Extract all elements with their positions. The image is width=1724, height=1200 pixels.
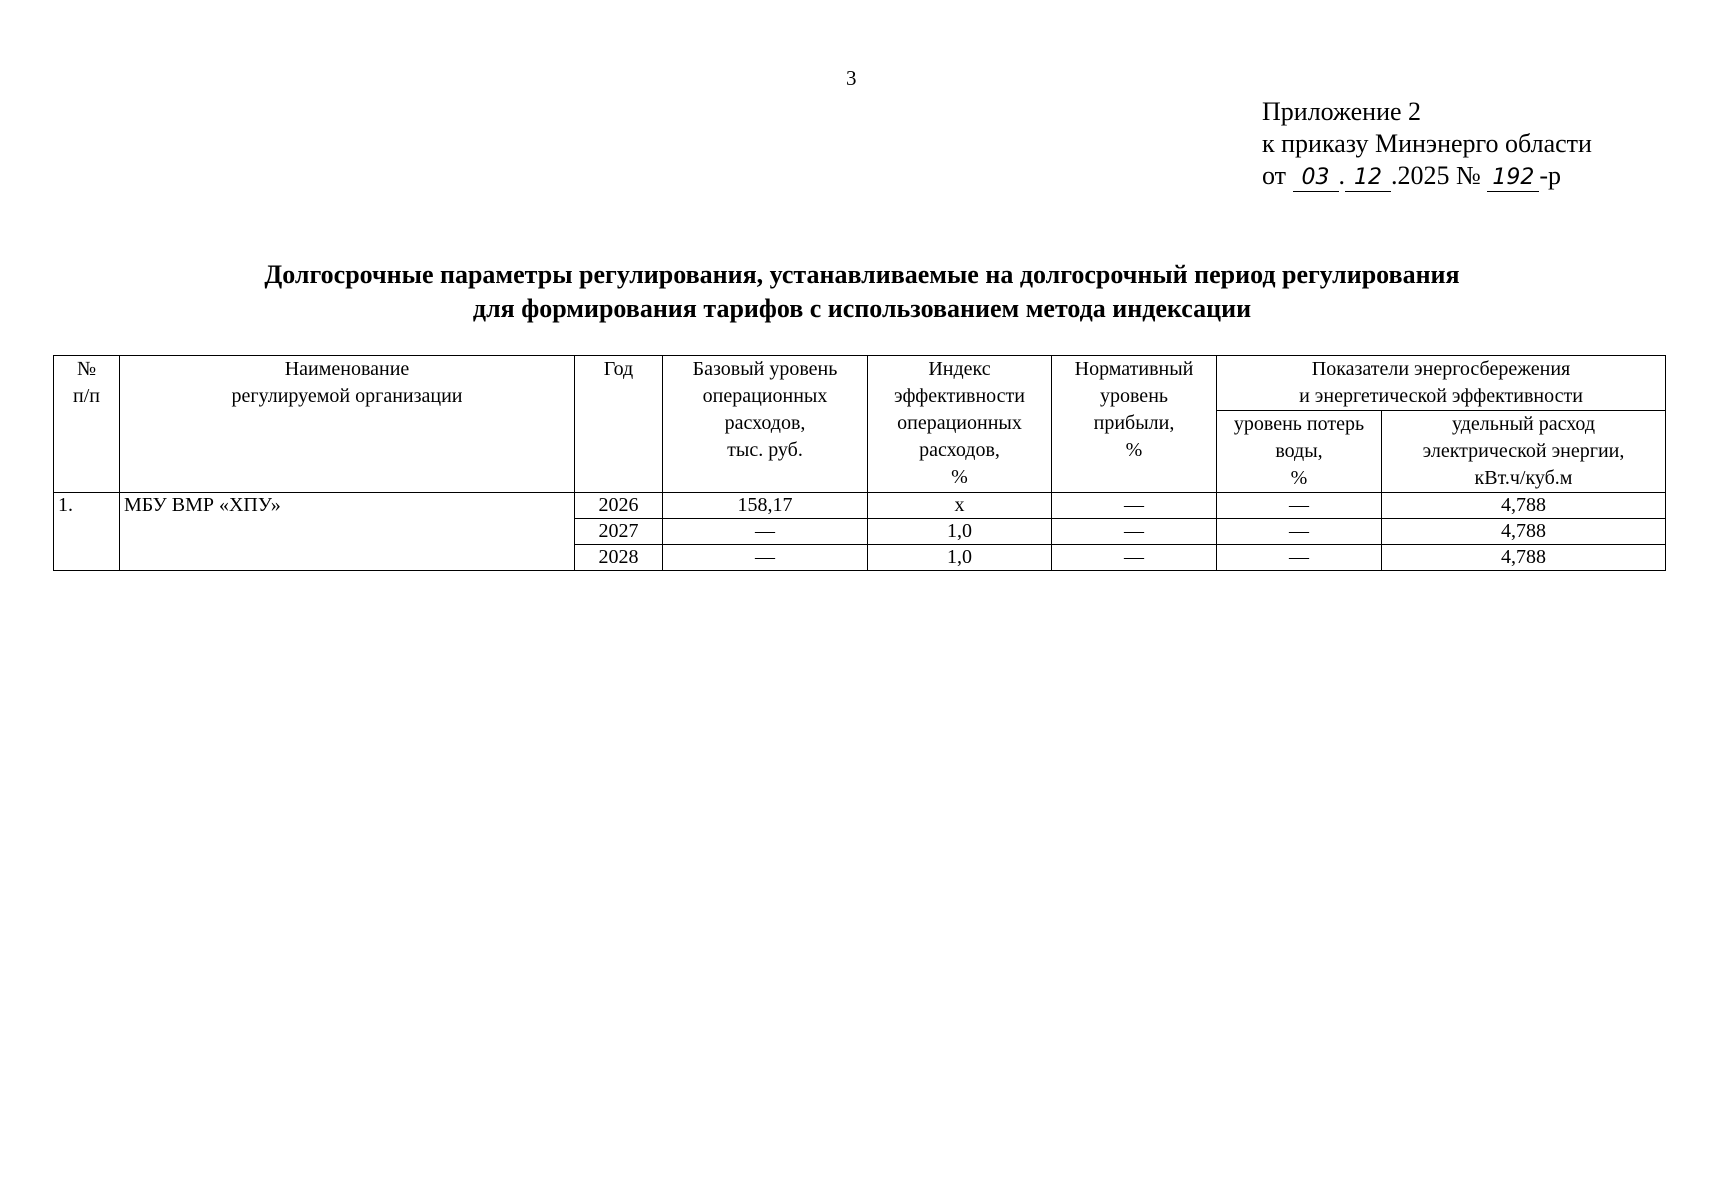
cell-water-loss: — (1217, 545, 1382, 571)
appendix-block (1262, 96, 1592, 192)
cell-electricity: 4,788 (1382, 545, 1666, 571)
header-energy-group: Показатели энергосбережения и энергетической эффективности (1217, 356, 1666, 411)
cell-base: — (663, 519, 868, 545)
header-efficiency-index: Индекс эффективности операционных расходов, % (868, 356, 1052, 493)
table-row (54, 493, 1666, 519)
cell-electricity: 4,788 (1382, 519, 1666, 545)
document-title (0, 258, 1724, 326)
header-org: Наименование регулируемой организации (120, 356, 575, 493)
appendix-prefix: от (1262, 161, 1287, 190)
header-year: Год (575, 356, 663, 493)
handwritten-month: 12 (1345, 165, 1391, 192)
cell-year: 2026 (575, 493, 663, 519)
cell-index: 1,0 (868, 519, 1052, 545)
title-line1: Долгосрочные параметры регулирования, устанавливаемые на долгосрочный период регулирования (264, 260, 1460, 289)
cell-profit: — (1052, 493, 1217, 519)
handwritten-number: 192 (1487, 165, 1539, 192)
cell-index: 1,0 (868, 545, 1052, 571)
header-row-1 (54, 356, 1666, 411)
cell-water-loss: — (1217, 493, 1382, 519)
appendix-line2: к приказу Минэнерго области (1262, 129, 1592, 158)
cell-water-loss: — (1217, 519, 1382, 545)
org-number: 1. (54, 493, 120, 571)
cell-year: 2028 (575, 545, 663, 571)
appendix-date-line: от 03 . 12 .2025 № 192 -р (1262, 161, 1562, 190)
header-base-level: Базовый уровень операционных расходов, тыс. руб. (663, 356, 868, 493)
org-name: МБУ ВМР «ХПУ» (120, 493, 575, 571)
appendix-number-suffix: -р (1539, 161, 1562, 190)
cell-index: х (868, 493, 1052, 519)
header-electricity: удельный расход электрической энергии, кВт.ч/куб.м (1382, 411, 1666, 493)
cell-base: 158,17 (663, 493, 868, 519)
appendix-line1: Приложение 2 (1262, 97, 1422, 126)
cell-electricity: 4,788 (1382, 493, 1666, 519)
appendix-year: .2025 № (1391, 161, 1481, 190)
title-line2: для формирования тарифов с использованием метода индексации (472, 294, 1252, 323)
cell-profit: — (1052, 519, 1217, 545)
page-number: 3 (846, 66, 857, 90)
header-num: № п/п (54, 356, 120, 493)
cell-profit: — (1052, 545, 1217, 571)
header-profit-level: Нормативный уровень прибыли, % (1052, 356, 1217, 493)
cell-year: 2027 (575, 519, 663, 545)
handwritten-day: 03 (1293, 165, 1339, 192)
parameters-table (53, 355, 1666, 571)
header-water-loss: уровень потерь воды, % (1217, 411, 1382, 493)
cell-base: — (663, 545, 868, 571)
